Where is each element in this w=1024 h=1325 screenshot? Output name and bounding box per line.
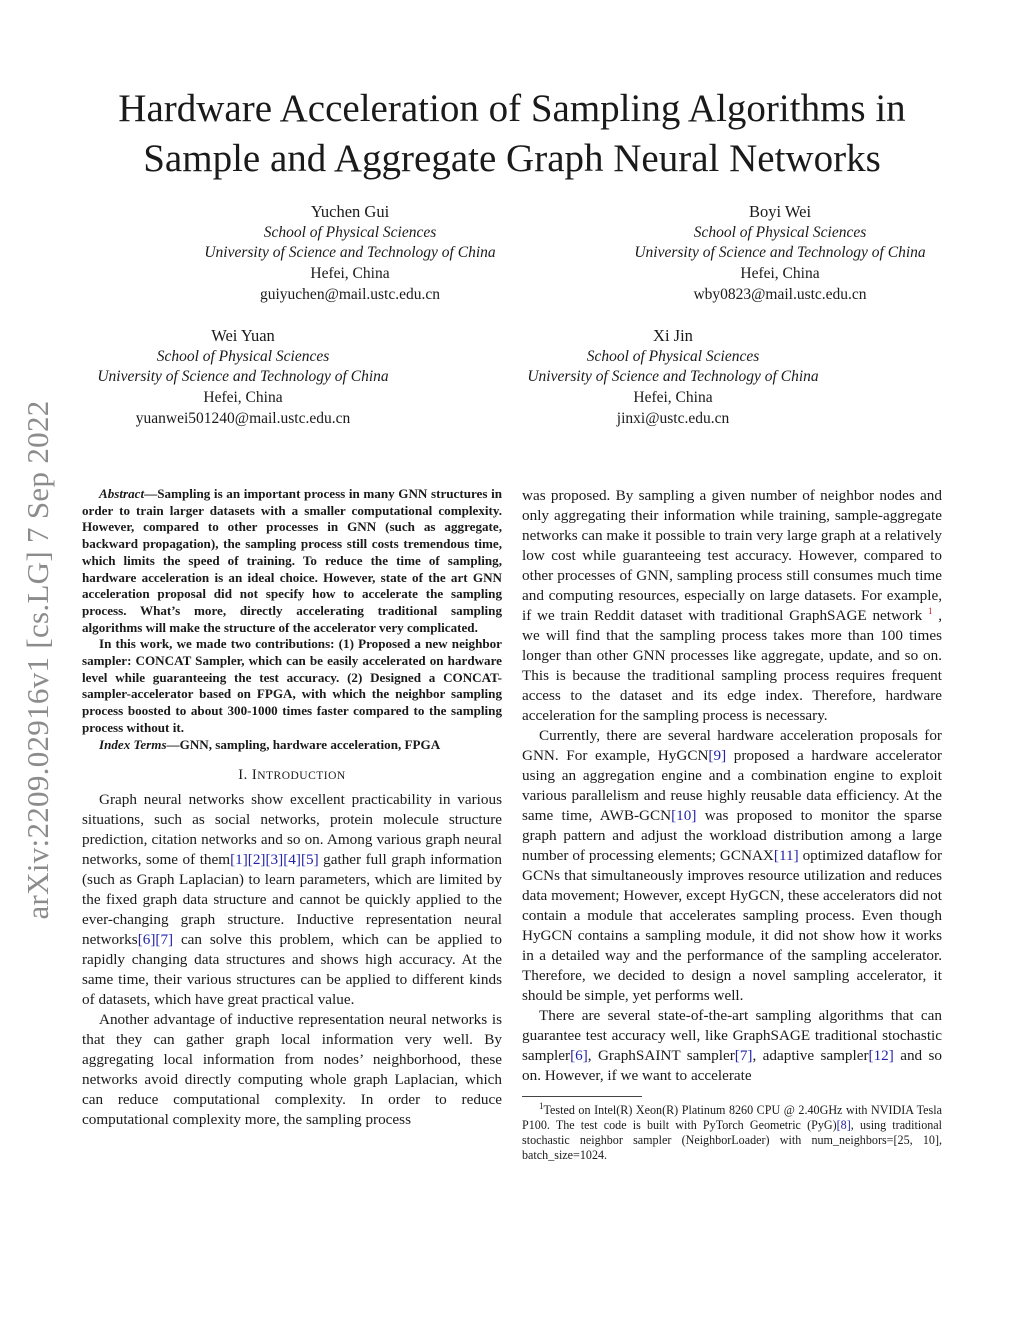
- section-numeral: I.: [238, 767, 248, 784]
- author-city: Hefei, China: [203, 389, 283, 407]
- author-block-2: [580, 202, 980, 306]
- right-p3-text-d: and so on. However, if we want to accelerate: [522, 1047, 942, 1084]
- author-email: wby0823@mail.ustc.edu.cn: [693, 285, 867, 303]
- citation-link[interactable]: [6]: [570, 1047, 588, 1064]
- footnote-link[interactable]: 1: [927, 605, 933, 616]
- right-p1-text-b: , we will find that the sampling process takes more than 100 times longer than other GNN processes like aggregate, update, and so on. This is because the traditional sampling process requires frequent access to the dataset and its edge index. Therefore, hardware acceleration for the sampling process is necessary.: [522, 607, 943, 724]
- author-dept: School of Physical Sciences: [263, 223, 437, 241]
- footnote-text-a: Tested on Intel(R) Xeon(R) Platinum 8260 CPU @ 2.40GHz with NVIDIA Tesla P100. The test code is built with PyTorch Geometric (PyG): [522, 1103, 942, 1132]
- author-block-4: [473, 326, 873, 430]
- right-paragraph-3: [522, 1006, 942, 1086]
- abstract-paragraph-1: [82, 486, 502, 636]
- citation-link[interactable]: [1]: [230, 851, 248, 869]
- right-p2-text-d: optimized dataflow for GCNs that simultaneously improves resource utilization and reduces data movement; However, except HyGCN, these accelerators did not contain a module that accelerates sampling process. Even though HyGCN contains a sampling module, it did not show how it works in a detailed way and the performance of the sampling accelerator. Therefore, we decided to design a novel sampling accelerator, it should be simple, yet performs well.: [522, 847, 943, 1004]
- index-terms-text: GNN, sampling, hardware acceleration, FPGA: [179, 736, 441, 752]
- intro-p1-text-a: Graph neural networks show excellent practicability in various situations, such as social networks, protein molecule structure prediction, citation networks and so on. Among various graph neural networks, some of them: [82, 791, 502, 869]
- right-p2-text-b: proposed a hardware accelerator using an aggregation engine and a combination engine to exploit various parallelism and reuse highly reusable data efficiency. At the same time, AWB-GCN: [522, 747, 942, 824]
- intro-p1-text-b: gather full graph information (such as Graph Laplacian) to learn parameters, which are limited by the fixed graph data structure and cannot be quickly applied to the ever-changing graph structure. Inductive representation neural networks: [82, 851, 502, 949]
- intro-paragraph-2: Another advantage of inductive representation neural networks is that they can gather graph local information very well. By aggregating local information from nodes’ neighborhood, these networks avoid directly computing whole graph Laplacian, which can reduce computational complexity. In order to reduce computational complexity more, the sampling process: [82, 1011, 502, 1129]
- right-p3-text-a: There are several state-of-the-art sampling algorithms that can guarantee test accuracy well, like GraphSAGE traditional stochastic sampler: [522, 1007, 942, 1064]
- author-block-3: [43, 326, 443, 430]
- citation-link[interactable]: [4]: [283, 851, 301, 869]
- index-terms-lead: Index Terms: [99, 736, 167, 752]
- author-univ: University of Science and Technology of China: [204, 244, 496, 262]
- footnote-text-b: , using traditional stochastic neighbor sampler (NeighborLoader) with num_neighbors=[25, 10], batch_size=1024.: [522, 1118, 943, 1162]
- abstract-lead: Abstract: [99, 486, 145, 501]
- left-column: [82, 486, 502, 1130]
- citation-link[interactable]: [10]: [671, 807, 697, 824]
- author-block-1: [150, 202, 550, 306]
- right-p1-text-a: was proposed. By sampling a given number of neighbor nodes and only aggregating their information while training, sample-aggregate networks can make it possible to train very large graph at a relatively low cost while guaranteeing test accuracy. However, compared to other processes of GNN, sampling process still consumes much time and computing resources, especially on large datasets. For example, if we train Reddit dataset with traditional GraphSAGE network: [522, 487, 942, 624]
- section-heading-introduction: [82, 765, 502, 786]
- author-email: yuanwei501240@mail.ustc.edu.cn: [135, 409, 351, 427]
- footnote-divider: [522, 1096, 642, 1097]
- footnote: [522, 1100, 943, 1163]
- author-name: Xi Jin: [653, 326, 693, 345]
- author-dept: School of Physical Sciences: [156, 347, 330, 365]
- citation-link[interactable]: [8]: [836, 1118, 851, 1132]
- right-p2-text-c: was proposed to monitor the sparse graph pattern and adjust the workload distribution among a large number of processing elements; GCNAX: [522, 807, 942, 864]
- citation-link[interactable]: [12]: [868, 1047, 894, 1064]
- author-dept: School of Physical Sciences: [586, 347, 760, 365]
- right-paragraph-1: [522, 486, 942, 726]
- author-univ: University of Science and Technology of China: [527, 368, 819, 386]
- intro-p1-text-c: can solve this problem, which can be applied to rapidly changing data structures and shows high accuracy. At the same time, their various structures can be applied to different kinds of datasets, which have great practical value.: [82, 931, 502, 1009]
- author-univ: University of Science and Technology of China: [634, 244, 926, 262]
- author-email: guiyuchen@mail.ustc.edu.cn: [260, 285, 440, 303]
- footnote-mark: 1: [539, 1100, 544, 1111]
- title-line-2: Sample and Aggregate Graph Neural Networks: [143, 137, 881, 180]
- citation-link[interactable]: [3]: [265, 851, 284, 869]
- citation-link[interactable]: [2]: [247, 851, 266, 869]
- author-dept: School of Physical Sciences: [693, 223, 867, 241]
- abstract-text-1: Sampling is an important process in many GNN structures in order to train larger datasets with a smaller computational complexity. However, compared to other processes in GNN (such as aggregate, backward propagation), the sampling process still costs tremendous time, which limits the speed of training. To reduce the time of sampling, hardware acceleration is an ideal choice. However, state of the art GNN acceleration proposal did not specify how to accelerate the sampling process. What’s more, directly accelerating traditional sampling algorithms will make the structure of the accelerator very complicated.: [82, 486, 502, 635]
- author-email: jinxi@ustc.edu.cn: [616, 409, 730, 427]
- index-terms: [82, 737, 502, 754]
- title-line-1: Hardware Acceleration of Sampling Algorithms in: [118, 87, 906, 130]
- right-p3-text-b: , GraphSAINT sampler: [587, 1047, 735, 1064]
- author-univ: University of Science and Technology of China: [97, 368, 389, 386]
- author-city: Hefei, China: [310, 265, 390, 283]
- citation-link[interactable]: [11]: [773, 847, 799, 864]
- author-city: Hefei, China: [740, 265, 820, 283]
- citation-link[interactable]: [7]: [734, 1047, 753, 1064]
- section-first-letter: I: [251, 767, 258, 784]
- paper-title: [60, 84, 964, 184]
- right-p3-text-c: , adaptive sampler: [752, 1047, 869, 1064]
- author-city: Hefei, China: [633, 389, 713, 407]
- right-p2-text-a: Currently, there are several hardware acceleration proposals for GNN. For example, HyGCN: [522, 727, 942, 764]
- index-terms-dash: —: [166, 736, 180, 752]
- abstract-paragraph-2: In this work, we made two contributions: (1) Proposed a new neighbor sampler: CONCAT Sampler, which can be easily accelerated on hardware level while guaranteeing the test accuracy. (2) Designed a CONCAT-sampler-accelerator based on FPGA, with which the neighbor sampling process boosted to about 300-1000 times faster compared to the sampling process without it.: [82, 636, 502, 735]
- citation-link[interactable]: [7]: [155, 931, 174, 949]
- right-paragraph-2: [522, 726, 942, 1006]
- section-title-rest: NTRODUCTION: [257, 770, 346, 783]
- citation-link[interactable]: [9]: [708, 747, 727, 764]
- citation-link[interactable]: [5]: [300, 851, 319, 869]
- arxiv-stamp: arXiv:2209.02916v1 [cs.LG] 7 Sep 2022: [20, 400, 55, 920]
- author-name: Yuchen Gui: [310, 202, 390, 221]
- citation-link[interactable]: [6]: [137, 931, 156, 949]
- right-column: [522, 486, 942, 1163]
- author-name: Boyi Wei: [748, 202, 812, 221]
- abstract-dash: —: [144, 486, 158, 501]
- author-name: Wei Yuan: [211, 326, 275, 345]
- intro-paragraph-1: [82, 790, 502, 1010]
